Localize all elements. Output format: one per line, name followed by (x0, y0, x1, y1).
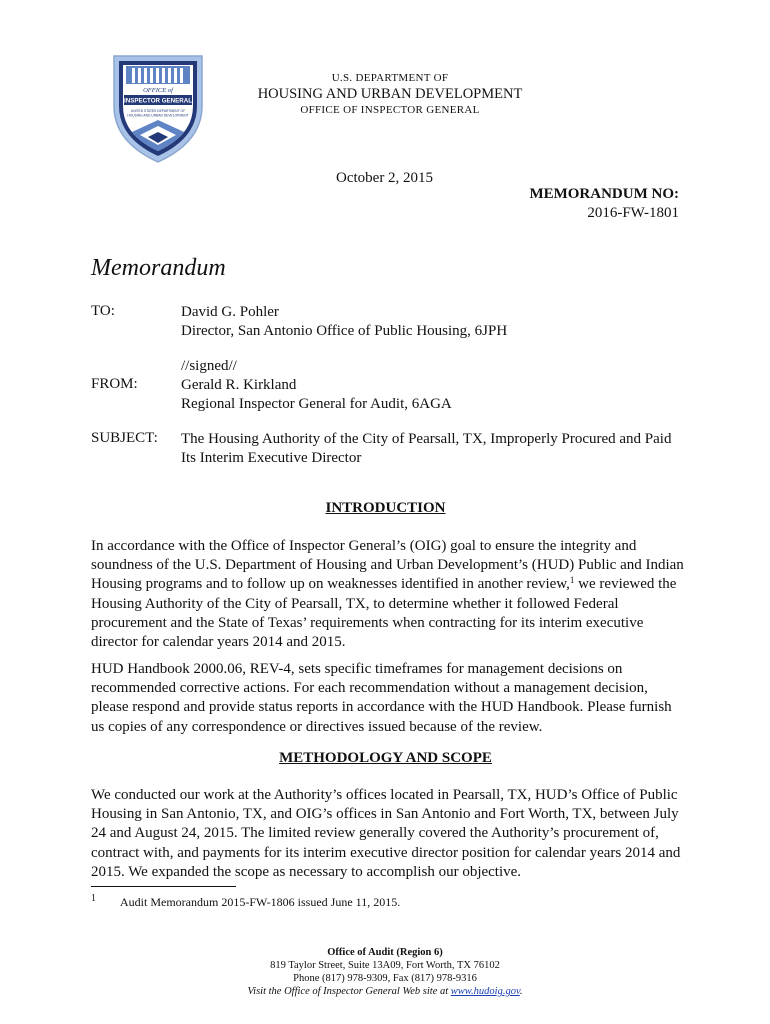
footer-visit-text: Visit the Office of Inspector General Web site at (247, 986, 451, 997)
header-dept: U.S. DEPARTMENT OF (331, 72, 449, 84)
to-label: TO: (91, 303, 115, 319)
memo-number-block (529, 185, 679, 223)
memo-title: Memorandum (91, 255, 226, 281)
seal-sub-text-2: HOUSING AND URBAN DEVELOPMENT (127, 113, 189, 118)
intro-p1-part-b: we reviewed the Housing Authority of the City of Pearsall, TX, to determine whether it followed Federal procurement and the State of Texas’ requirements when contracting for its interim executive director for calendar years 2014 and 2015. (91, 576, 677, 651)
subject-block (181, 430, 681, 468)
footer-address: 819 Taylor Street, Suite 13A09, Fort Worth, TX 76102 (270, 960, 500, 971)
header-office: OFFICE OF INSPECTOR GENERAL (300, 104, 480, 116)
from-name: Gerald R. Kirkland (181, 377, 297, 393)
to-name: David G. Pohler (181, 304, 279, 320)
footnote-number: 1 (91, 893, 96, 904)
seal-top-text: OFFICE of (143, 87, 173, 94)
footer-website-line (235, 985, 535, 998)
to-block (181, 303, 681, 341)
seal-main-text: INSPECTOR GENERAL (124, 97, 192, 105)
memo-date: October 2, 2015 (336, 170, 434, 186)
introduction-heading: INTRODUCTION (325, 500, 446, 516)
footnote-divider (91, 886, 236, 887)
from-label: FROM: (91, 376, 138, 392)
from-block (181, 376, 681, 414)
from-title: Regional Inspector General for Audit, 6AGA (181, 396, 452, 412)
oig-seal-logo (110, 52, 206, 164)
footer-visit-end: . (519, 986, 523, 997)
subject-line-2: Its Interim Executive Director (181, 450, 362, 466)
footnote-ref: 1 (569, 575, 575, 586)
seal-sub-text-1: UNITED STATES DEPARTMENT OF (130, 109, 186, 113)
footer-phone: Phone (817) 978-9309, Fax (817) 978-9316 (293, 973, 477, 984)
introduction-paragraph-1 (91, 537, 686, 652)
footnote-text: Audit Memorandum 2015-FW-1806 issued June 11, 2015. (120, 895, 401, 909)
memo-number-value: 2016-FW-1801 (587, 205, 679, 221)
intro-p1-part-a: In accordance with the Office of Inspector General’s (OIG) goal to ensure the integrity and soundness of the U.S. Department of Housing and Urban Development’s (HUD) Public and Indian Housing programs and to follow up on weaknesses identified in another review, (91, 538, 684, 593)
footer-office: Office of Audit (Region 6) (327, 947, 443, 958)
subject-line-1: The Housing Authority of the City of Pearsall, TX, Improperly Procured and Paid (181, 431, 672, 447)
to-title: Director, San Antonio Office of Public Housing, 6JPH (181, 323, 508, 339)
from-signed: //signed// (181, 358, 237, 374)
introduction-paragraph-2: HUD Handbook 2000.06, REV-4, sets specific timeframes for management decisions on recommended corrective actions. For each recommendation without a management decision, please respond and provide status reports in accordance with the HUD Handbook. Please furnish us copies of any correspondence or directives issued because of the review. (91, 661, 672, 735)
methodology-heading: METHODOLOGY AND SCOPE (279, 750, 492, 766)
methodology-paragraph: We conducted our work at the Authority’s offices located in Pearsall, TX, HUD’s Office of Public Housing in San Antonio, TX, and OIG’s offices in San Antonio and Fort Worth, TX, between July 24 and August 24, 2015. The limited review generally covered the Authority’s procurement of, contract with, and payments for its interim executive director position for calendar years 2014 and 2015. We expanded the scope as necessary to accomplish our objective. (91, 787, 681, 880)
memo-number-label: MEMORANDUM NO: (529, 186, 679, 202)
header-agency: HOUSING AND URBAN DEVELOPMENT (257, 86, 523, 102)
footer-website-link[interactable]: www.hudoig.gov (450, 986, 520, 997)
subject-label: SUBJECT: (91, 430, 158, 446)
